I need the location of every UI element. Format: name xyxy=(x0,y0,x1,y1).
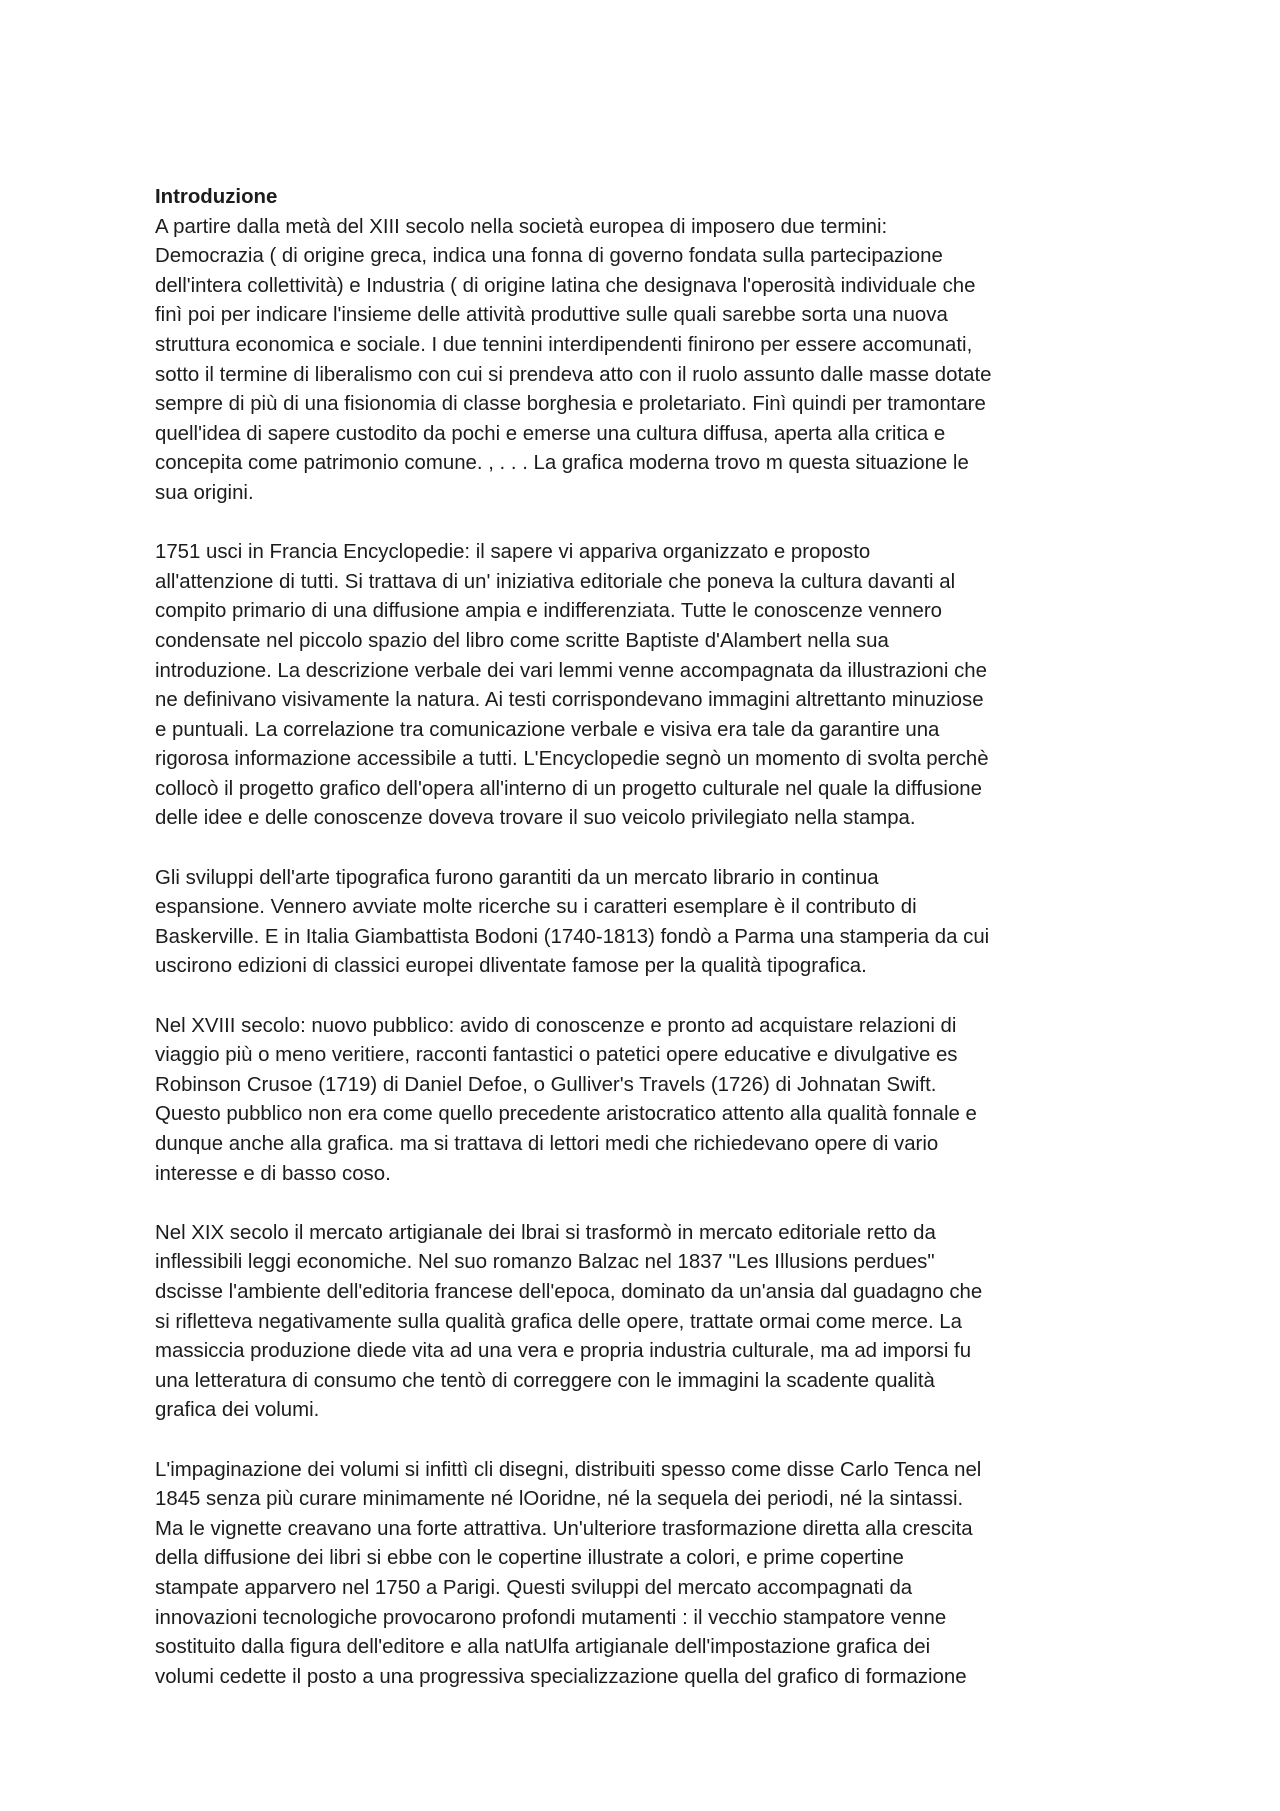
text-line: volumi cedette il posto a una progressiva specializzazione quella del grafico di formazione xyxy=(155,1665,967,1688)
text-line: 1845 senza più curare minimamente né lOoridne, né la sequela dei periodi, né la sintassi. xyxy=(155,1488,964,1511)
text-line: concepita come patrimonio comune. , . . . La grafica moderna trovo m questa situazione le xyxy=(155,452,969,475)
text-line: Gli sviluppi dell'arte tipografica furono garantiti da un mercato librario in continua xyxy=(155,866,879,889)
paragraph-encyclopedie xyxy=(155,538,1140,834)
text-line: L'impaginazione dei volumi si infittì cli disegni, distribuiti spesso come disse Carlo Tenca nel xyxy=(155,1458,982,1481)
text-line: Nel XVIII secolo: nuovo pubblico: avido di conoscenze e pronto ad acquistare relazioni di xyxy=(155,1014,957,1037)
text-line: finì poi per indicare l'insieme delle attività produttive sulle quali sarebbe sorta una nuova xyxy=(155,304,948,327)
text-line: una letteratura di consumo che tentò di correggere con le immagini la scadente qualità xyxy=(155,1369,935,1392)
paragraph-tipografia xyxy=(155,864,1140,982)
text-line: A partire dalla metà del XIII secolo nella società europea di imposero due termini: xyxy=(155,215,888,238)
document-page xyxy=(155,183,1140,1722)
text-line: viaggio più o meno veritiere, racconti fantastici o patetici opere educative e divulgative es xyxy=(155,1044,958,1067)
text-line: della diffusione dei libri si ebbe con le copertine illustrate a colori, e prime copertine xyxy=(155,1547,904,1570)
text-line: struttura economica e sociale. I due tennini interdipendenti finirono per essere accomunati, xyxy=(155,333,973,356)
text-line: introduzione. La descrizione verbale dei vari lemmi venne accompagnata da illustrazioni che xyxy=(155,659,987,682)
text-line: delle idee e delle conoscenze doveva trovare il suo veicolo privilegiato nella stampa. xyxy=(155,807,916,830)
text-line: rigorosa informazione accessibile a tutti. L'Encyclopedie segnò un momento di svolta perchè xyxy=(155,748,989,771)
text-line: Questo pubblico non era come quello precedente aristocratico attento alla qualità fonnale e xyxy=(155,1103,977,1126)
text-line: espansione. Vennero avviate molte ricerche su i caratteri esemplare è il contributo di xyxy=(155,896,917,919)
paragraph-xix-secolo xyxy=(155,1219,1140,1426)
text-line: e puntuali. La correlazione tra comunicazione verbale e visiva era tale da garantire una xyxy=(155,718,940,741)
text-line: Robinson Crusoe (1719) di Daniel Defoe, o Gulliver's Travels (1726) di Johnatan Swift. xyxy=(155,1073,937,1096)
text-line: Nel XIX secolo il mercato artigianale dei lbrai si trasformò in mercato editoriale retto da xyxy=(155,1221,936,1244)
document-title: Introduzione xyxy=(155,186,278,208)
text-line: ne definivano visivamente la natura. Ai testi corrispondevano immagini altrettanto minuziose xyxy=(155,689,984,712)
text-line: sotto il termine di liberalismo con cui si prendeva atto con il ruolo assunto dalle masse dotate xyxy=(155,363,992,386)
text-line: dunque anche alla grafica. ma si trattava di lettori medi che richiedevano opere di vario xyxy=(155,1133,939,1155)
text-line: Baskerville. E in Italia Giambattista Bodoni (1740-1813) fondò a Parma una stamperia da cui xyxy=(155,925,990,948)
text-line: grafica dei volumi. xyxy=(155,1399,320,1422)
text-line: si rifletteva negativamente sulla qualità grafica delle opere, trattate ormai come merce. La xyxy=(155,1310,962,1333)
text-line: uscirono edizioni di classici europei dliventate famose per la qualità tipografica. xyxy=(155,955,867,978)
text-line: collocò il progetto grafico dell'opera all'interno di un progetto culturale nel quale la diffusione xyxy=(155,777,982,800)
text-line: condensate nel piccolo spazio del libro come scritte Baptiste d'Alambert nella sua xyxy=(155,629,889,652)
text-line: Ma le vignette creavano una forte attrattiva. Un'ulteriore trasformazione diretta alla crescita xyxy=(155,1517,973,1540)
text-line: massiccia produzione diede vita ad una vera e propria industria culturale, ma ad imporsi fu xyxy=(155,1340,972,1363)
text-line: stampate apparvero nel 1750 a Parigi. Questi sviluppi del mercato accompagnati da xyxy=(155,1576,913,1599)
paragraph-introduction xyxy=(155,213,1140,509)
text-line: inflessibili leggi economiche. Nel suo romanzo Balzac nel 1837 "Les Illusions perdues" xyxy=(155,1251,935,1274)
text-line: sua origini. xyxy=(155,481,254,504)
text-line: all'attenzione di tutti. Si trattava di un' iniziativa editoriale che poneva la cultura davanti al xyxy=(155,570,956,593)
text-line: Democrazia ( di origine greca, indica una fonna di governo fondata sulla partecipazione xyxy=(155,245,943,268)
paragraph-xviii-secolo xyxy=(155,1012,1140,1190)
text-line: quell'idea di sapere custodito da pochi e emerse una cultura diffusa, aperta alla critica e xyxy=(155,422,946,445)
text-line: 1751 usci in Francia Encyclopedie: il sapere vi appariva organizzato e proposto xyxy=(155,541,871,564)
text-line: interesse e di basso coso. xyxy=(155,1162,391,1185)
paragraph-impaginazione xyxy=(155,1456,1140,1693)
text-line: sostituito dalla figura dell'editore e alla natUlfa artigianale dell'impostazione grafica dei xyxy=(155,1636,931,1659)
text-line: dscisse l'ambiente dell'editoria francese dell'epoca, dominato da un'ansia dal guadagno che xyxy=(155,1280,983,1303)
text-line: sempre di più di una fisionomia di classe borghesia e proletariato. Finì quindi per tramontare xyxy=(155,393,986,416)
text-line: dell'intera collettività) e Industria ( di origine latina che designava l'operosità individuale che xyxy=(155,274,976,297)
text-line: compito primario di una diffusione ampia e indifferenziata. Tutte le conoscenze vennero xyxy=(155,600,943,623)
text-line: innovazioni tecnologiche provocarono profondi mutamenti : il vecchio stampatore venne xyxy=(155,1606,947,1629)
